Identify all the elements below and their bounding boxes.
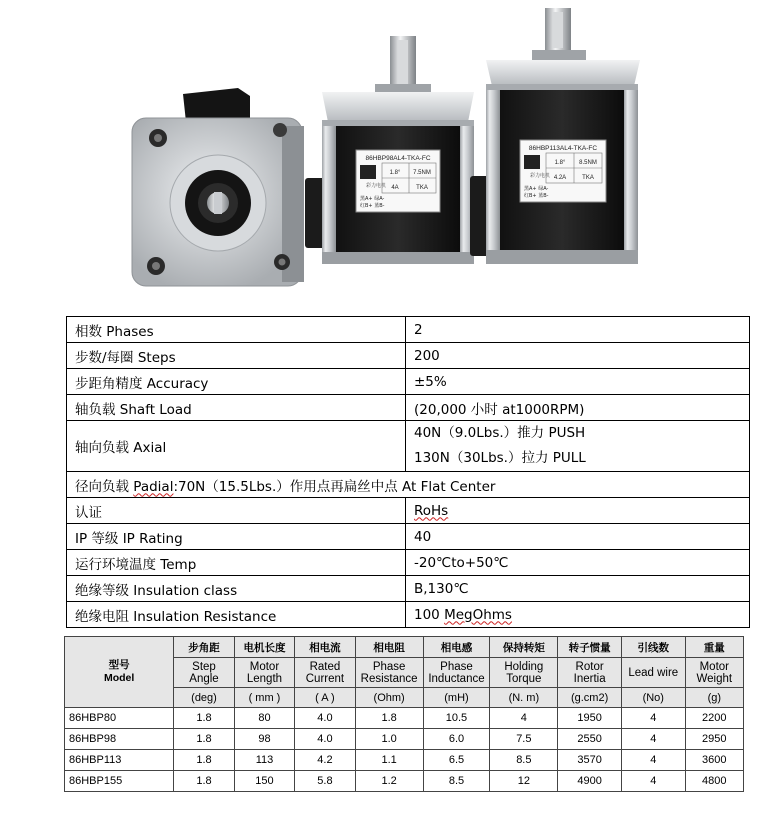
model-header-cn: 型号 (108, 659, 130, 671)
col-header-cn: 相电阻 (355, 637, 423, 658)
table-cell: 4 (621, 729, 685, 750)
table-cell: 1.0 (355, 729, 423, 750)
spec-radial-prefix: 径向负载 (75, 478, 134, 495)
motor-wire-b: 红B+ 蓝B- (524, 193, 549, 199)
motor-spec-angle: 1.8° (554, 160, 566, 166)
spec-value-unit: MegOhms (444, 606, 512, 623)
motor-spec-torque: 8.5NM (579, 160, 597, 166)
table-cell: 1.1 (355, 750, 423, 771)
svg-text:彩力电机: 彩力电机 (530, 173, 551, 179)
table-cell: 80 (234, 708, 294, 729)
table-row (65, 708, 744, 729)
col-header-en-line: Motor (699, 660, 729, 673)
motor-front-view (132, 88, 304, 286)
model-header-en: Model (103, 672, 135, 684)
col-header-en-line: Phase (440, 660, 473, 673)
table-cell: 2550 (558, 729, 622, 750)
col-header-cn: 相电流 (295, 637, 355, 658)
table-cell: 5.8 (295, 771, 355, 792)
spec-value: ±5% (406, 369, 750, 395)
model-name: 86HBP98 (65, 729, 174, 750)
spec-value: 200 (406, 343, 750, 369)
col-header-unit: (g.cm2) (558, 688, 622, 708)
table-cell: 4900 (558, 771, 622, 792)
table-cell: 1.8 (174, 750, 234, 771)
col-header-unit: (Ohm) (355, 688, 423, 708)
col-header-en-line: Inductance (428, 672, 485, 685)
col-header-unit: ( mm ) (234, 688, 294, 708)
model-name: 86HBP80 (65, 708, 174, 729)
col-header-en-line: Weight (696, 672, 733, 685)
spec-label: IP 等级 IP Rating (67, 524, 406, 550)
spec-row-temp (67, 550, 750, 576)
table-cell: 12 (490, 771, 558, 792)
model-name: 86HBP113 (65, 750, 174, 771)
model-header (65, 637, 174, 708)
col-header-cn: 保持转矩 (490, 637, 558, 658)
spec-row-steps (67, 343, 750, 369)
spec-label: 认证 (67, 498, 406, 524)
spec-value-pull: 130N（30Lbs.）拉力 PULL (414, 450, 586, 466)
spec-label: 运行环境温度 Temp (67, 550, 406, 576)
col-header-en-line: Resistance (360, 672, 418, 685)
table-cell: 3570 (558, 750, 622, 771)
spec-label: 轴负载 Shaft Load (67, 395, 406, 421)
motor-spec-current: 4A (391, 185, 399, 191)
table-cell: 4.0 (295, 729, 355, 750)
spec-label: 步距角精度 Accuracy (67, 369, 406, 395)
col-header-cn: 电机长度 (234, 637, 294, 658)
col-header-unit: (mH) (423, 688, 490, 708)
col-header-en (423, 658, 490, 688)
col-header-en-line: Current (305, 672, 345, 685)
col-header-cn: 转子惯量 (558, 637, 622, 658)
table-cell: 1.8 (174, 729, 234, 750)
col-header-en-line: Lead wire (628, 666, 679, 679)
spec-row-insulation-class (67, 576, 750, 602)
spec-value: B,130℃ (406, 576, 750, 602)
col-header-en-line: Torque (506, 672, 542, 685)
motor-label-text: 86HBP113AL4-TKA-FC (528, 145, 598, 152)
col-header-en (295, 658, 355, 688)
spec-value-axial (406, 421, 750, 472)
motor-spec-series: TKA (416, 185, 428, 191)
table-cell: 98 (234, 729, 294, 750)
spec-value (406, 498, 750, 524)
product-photo (0, 0, 781, 310)
col-header-en (234, 658, 294, 688)
table-row (65, 729, 744, 750)
spec-label: 轴向负载 Axial (67, 421, 406, 472)
spec-value: 40 (406, 524, 750, 550)
spec-table (66, 316, 750, 628)
spec-value: 2 (406, 317, 750, 343)
table-cell: 1950 (558, 708, 622, 729)
col-header-en-line: Inertia (573, 672, 606, 685)
col-header-en-line: Motor (249, 660, 280, 673)
col-header-en-line: Length (246, 672, 283, 685)
spec-row-phases (67, 317, 750, 343)
spec-value (406, 602, 750, 628)
table-cell: 1.8 (355, 708, 423, 729)
motor-wire-a: 黑A+ 绿A- (360, 196, 385, 202)
table-cell: 8.5 (490, 750, 558, 771)
table-cell: 3600 (685, 750, 743, 771)
col-header-cn: 引线数 (621, 637, 685, 658)
col-header-en (685, 658, 743, 688)
table-cell: 4 (490, 708, 558, 729)
spec-row-radial (67, 472, 750, 498)
motor-spec-series: TKA (582, 175, 594, 181)
svg-text:彩力电机: 彩力电机 (366, 183, 387, 189)
table-cell: 7.5 (490, 729, 558, 750)
spec-row-ip (67, 524, 750, 550)
spec-value-rohs: RoHs (414, 502, 449, 519)
col-header-en (355, 658, 423, 688)
table-cell: 2950 (685, 729, 743, 750)
spec-row-shaft-load (67, 395, 750, 421)
motor-86hbp113 (470, 8, 640, 264)
table-cell: 6.5 (423, 750, 490, 771)
col-header-en-line: Holding (504, 660, 544, 673)
table-cell: 4 (621, 708, 685, 729)
table-row (65, 771, 744, 792)
col-header-en (490, 658, 558, 688)
spec-value-num: 100 (414, 606, 445, 623)
table-cell: 4 (621, 771, 685, 792)
motor-wire-b: 红B+ 蓝B- (360, 203, 385, 209)
motor-86hbp98 (305, 36, 474, 264)
spec-value: (20,000 小时 at1000RPM) (406, 395, 750, 421)
col-header-en-line: Angle (189, 672, 219, 685)
motor-spec-current: 4.2A (553, 175, 567, 181)
col-header-unit: (No) (621, 688, 685, 708)
table-cell: 113 (234, 750, 294, 771)
table-row (65, 750, 744, 771)
table-cell: 8.5 (423, 771, 490, 792)
col-header-cn: 步角距 (174, 637, 234, 658)
col-header-cn: 重量 (685, 637, 743, 658)
spec-row-accuracy (67, 369, 750, 395)
spec-label: 相数 Phases (67, 317, 406, 343)
table-cell: 10.5 (423, 708, 490, 729)
col-header-en (558, 658, 622, 688)
model-name: 86HBP155 (65, 771, 174, 792)
table-cell: 150 (234, 771, 294, 792)
spec-row-cert (67, 498, 750, 524)
col-header-en-line: Step (192, 660, 216, 673)
spec-row-insulation-res (67, 602, 750, 628)
table-cell: 6.0 (423, 729, 490, 750)
col-header-cn: 相电感 (423, 637, 490, 658)
spec-value: -20℃to+50℃ (406, 550, 750, 576)
spec-label: 绝缘电阻 Insulation Resistance (67, 602, 406, 628)
spec-row-axial (67, 421, 750, 472)
col-header-unit: ( A ) (295, 688, 355, 708)
motor-spec-angle: 1.8° (389, 170, 401, 176)
motor-wire-a: 黑A+ 绿A- (524, 186, 549, 192)
col-header-unit: (N. m) (490, 688, 558, 708)
spec-value-push: 40N（9.0Lbs.）推力 PUSH (414, 425, 586, 441)
table-cell: 1.8 (174, 771, 234, 792)
col-header-en (621, 658, 685, 688)
spec-label: 绝缘等级 Insulation class (67, 576, 406, 602)
table-cell: 4.2 (295, 750, 355, 771)
col-header-en (174, 658, 234, 688)
col-header-en-line: Rotor (575, 660, 604, 673)
table-cell: 1.2 (355, 771, 423, 792)
col-header-unit: (g) (685, 688, 743, 708)
motor-spec-torque: 7.5NM (413, 170, 431, 176)
model-table (64, 636, 744, 792)
table-cell: 1.8 (174, 708, 234, 729)
spec-radial (67, 472, 750, 498)
header-row-cn (65, 637, 744, 658)
table-cell: 2200 (685, 708, 743, 729)
table-cell: 4800 (685, 771, 743, 792)
col-header-en-line: Phase (372, 660, 406, 673)
table-cell: 4 (621, 750, 685, 771)
col-header-unit: (deg) (174, 688, 234, 708)
table-cell: 4.0 (295, 708, 355, 729)
spec-label: 步数/每圈 Steps (67, 343, 406, 369)
col-header-en-line: Rated (309, 660, 341, 673)
spec-radial-wavy: Padial (133, 478, 174, 495)
motor-label-text: 86HBP98AL4-TKA-FC (365, 155, 431, 162)
spec-radial-rest: :70N（15.5Lbs.）作用点再扁丝中点 At Flat Center (173, 478, 496, 495)
